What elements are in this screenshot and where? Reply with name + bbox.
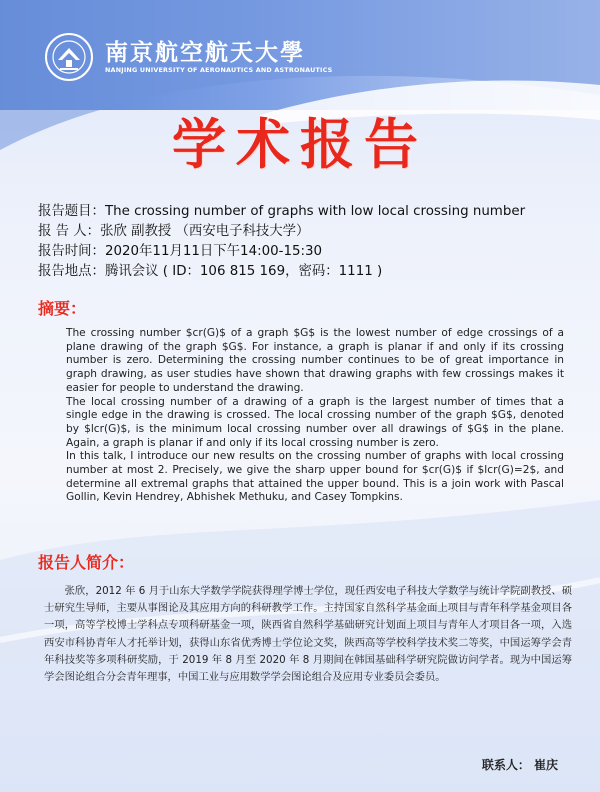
abstract-heading: 摘要： xyxy=(38,299,87,318)
speaker-bio-text: 张欣，2012 年 6 月于山东大学数学学院获得理学博士学位，现任西安电子科技大学数学与统计学院副教授、硕士研究生导师，主要从事图论及其应用方向的科研教学工作。主持国家自然科学基金面上项目与青年科学基金项目各一项，高等学校博士学科点专项科研基金一项，陕西省自然科学基础研究计划面上项目与青年人才项目各一项，入选西安市科协青年人才托举计划，获得山东省优秀博士学位论文奖，陕西高等学校科学技术奖二等奖，中国运筹学会青年科技奖等多项科研奖励，于 2019 年 8 月至 2020 年 8 月期间在韩国基础科学研究院做访问学者。现为中国运筹学会图论组合分会青年理事，中国工业与应用数学学会图论组合及应用专业委员会委员。 xyxy=(44,585,572,684)
talk-speaker: 报 告 人：张欣 副教授 （西安电子科技大学） xyxy=(38,224,310,239)
university-seal-icon xyxy=(44,32,94,82)
poster-title: 学术报告 xyxy=(172,113,428,176)
abstract-paragraph: In this talk, I introduce our new results on the crossing number of graphs with local crossing number at most 2. Precisely, we give the sharp upper bound for $cr(G)$ if $lcr(G)=2$, and determine all extremal graphs that attained the upper bound. This is a join work with Pascal Gollin, Kevin Hendrey, Abhishek Methuku, and Casey Tompkins. xyxy=(66,450,564,504)
contact-person: 联系人： 崔庆 xyxy=(481,758,558,772)
abstract-body xyxy=(66,327,564,505)
talk-topic: 报告题目：The crossing number of graphs with low local crossing number xyxy=(38,204,526,219)
talk-time: 报告时间：2020年11月11日下午14:00-15:30 xyxy=(38,244,323,259)
abstract-paragraph: The local crossing number of a drawing of a graph is the largest number of times that a single edge in the drawing is crossed. The local crossing number of the graph $G$, denoted by $lcr(G)$, is the minimum local crossing number over all drawings of $G$ in the plane. Again, a graph is planar if and only if its local crossing number is zero. xyxy=(66,395,564,449)
talk-info xyxy=(38,202,583,282)
speaker-bio-heading: 报告人简介： xyxy=(38,553,135,572)
abstract-paragraph: The crossing number $cr(G)$ of a graph $G$ is the lowest number of edge crossings of a plane drawing of the graph $G$. For instance, a graph is planar if and only if its crossing number is zero. Determining the crossing number continues to be of great importance in graph drawing, as user studies have shown that drawing graphs with few crossings makes it easier for people to understand the drawing. xyxy=(66,327,564,394)
talk-place: 报告地点：腾讯会议 ( ID：106 815 169，密码：1111 ) xyxy=(38,264,383,279)
university-name-cn: 南京航空航天大學 xyxy=(105,39,305,66)
university-name-en: NANJING UNIVERSITY OF AERONAUTICS AND ASTRONAUTICS xyxy=(105,66,333,74)
speaker-bio xyxy=(44,583,572,686)
